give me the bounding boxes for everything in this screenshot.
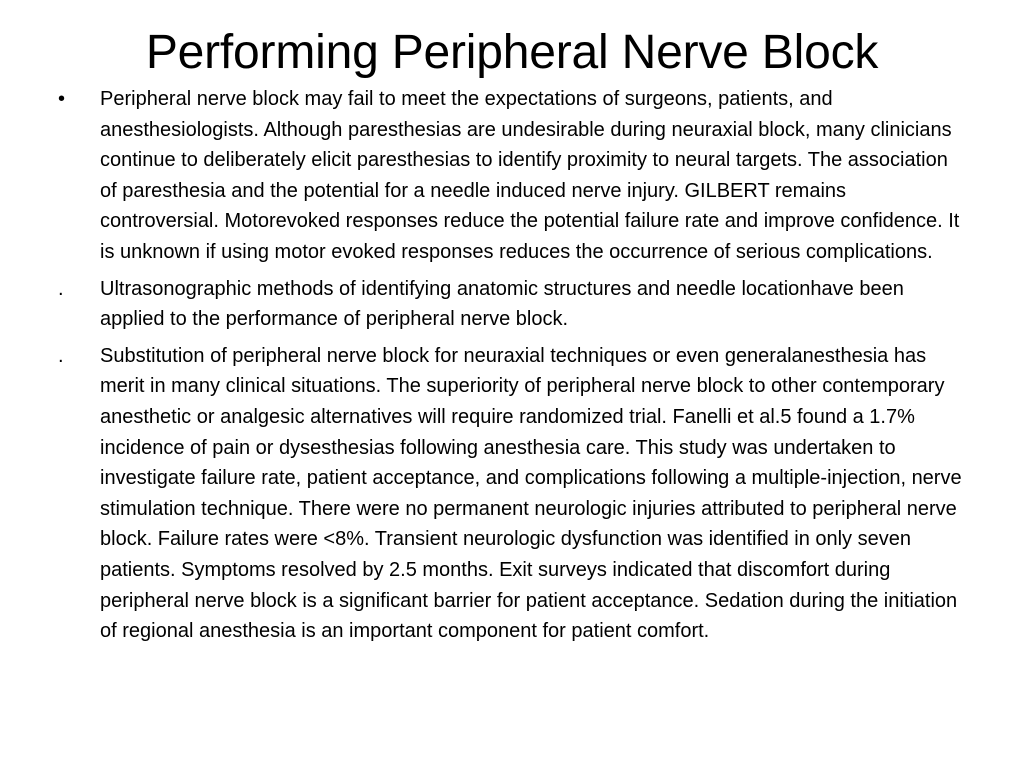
bullet-text-3: Substitution of peripheral nerve block for neuraxial techniques or even generalanesthesia has merit in many clinical situations. The superiority of peripheral nerve block to other contemporary anesthetic or analgesic alternatives will require randomized trial. Fanelli et al.5 found a 1.7% incidence of pain or dysesthesias following anesthesia care. This study was undertaken to investigate failure rate, patient acceptance, and complications following a multiple-injection, nerve stimulation technique. There were no permanent neurologic injuries attributed to peripheral nerve block. Failure rates were <8%. Transient neurologic dysfunction was identified in only seven patients. Symptoms resolved by 2.5 months. Exit surveys indicated that discomfort during peripheral nerve block is a significant barrier for patient acceptance. Sedation during the initiation of regional anesthesia is an important component for patient comfort. [100, 344, 962, 643]
slide-title: Performing Peripheral Nerve Block [145, 26, 879, 79]
bullet-marker-2: . [58, 277, 64, 300]
bullet-item-3 [58, 341, 968, 647]
bullet-text-1: Peripheral nerve block may fail to meet the expectations of surgeons, patients, and anesthesiologists. Although paresthesias are undesirable during neuraxial block, many clinicians continue to deliberately elicit paresthesias to identify proximity to neural targets. The association of paresthesia and the potential for a needle induced nerve injury. GILBERT remains controversial. Motorevoked responses reduce the potential failure rate and improve confidence. It is unknown if using motor evoked responses reduces the occurrence of serious complications. [100, 88, 960, 263]
bullet-marker-3: . [58, 344, 64, 367]
bullet-list [58, 84, 968, 653]
bullet-item-2 [58, 274, 968, 335]
bullet-text-2: Ultrasonographic methods of identifying anatomic structures and needle locationhave been applied to the performance of peripheral nerve block. [100, 277, 904, 331]
bullet-item-1 [58, 84, 968, 268]
bullet-marker-1: • [58, 88, 66, 110]
